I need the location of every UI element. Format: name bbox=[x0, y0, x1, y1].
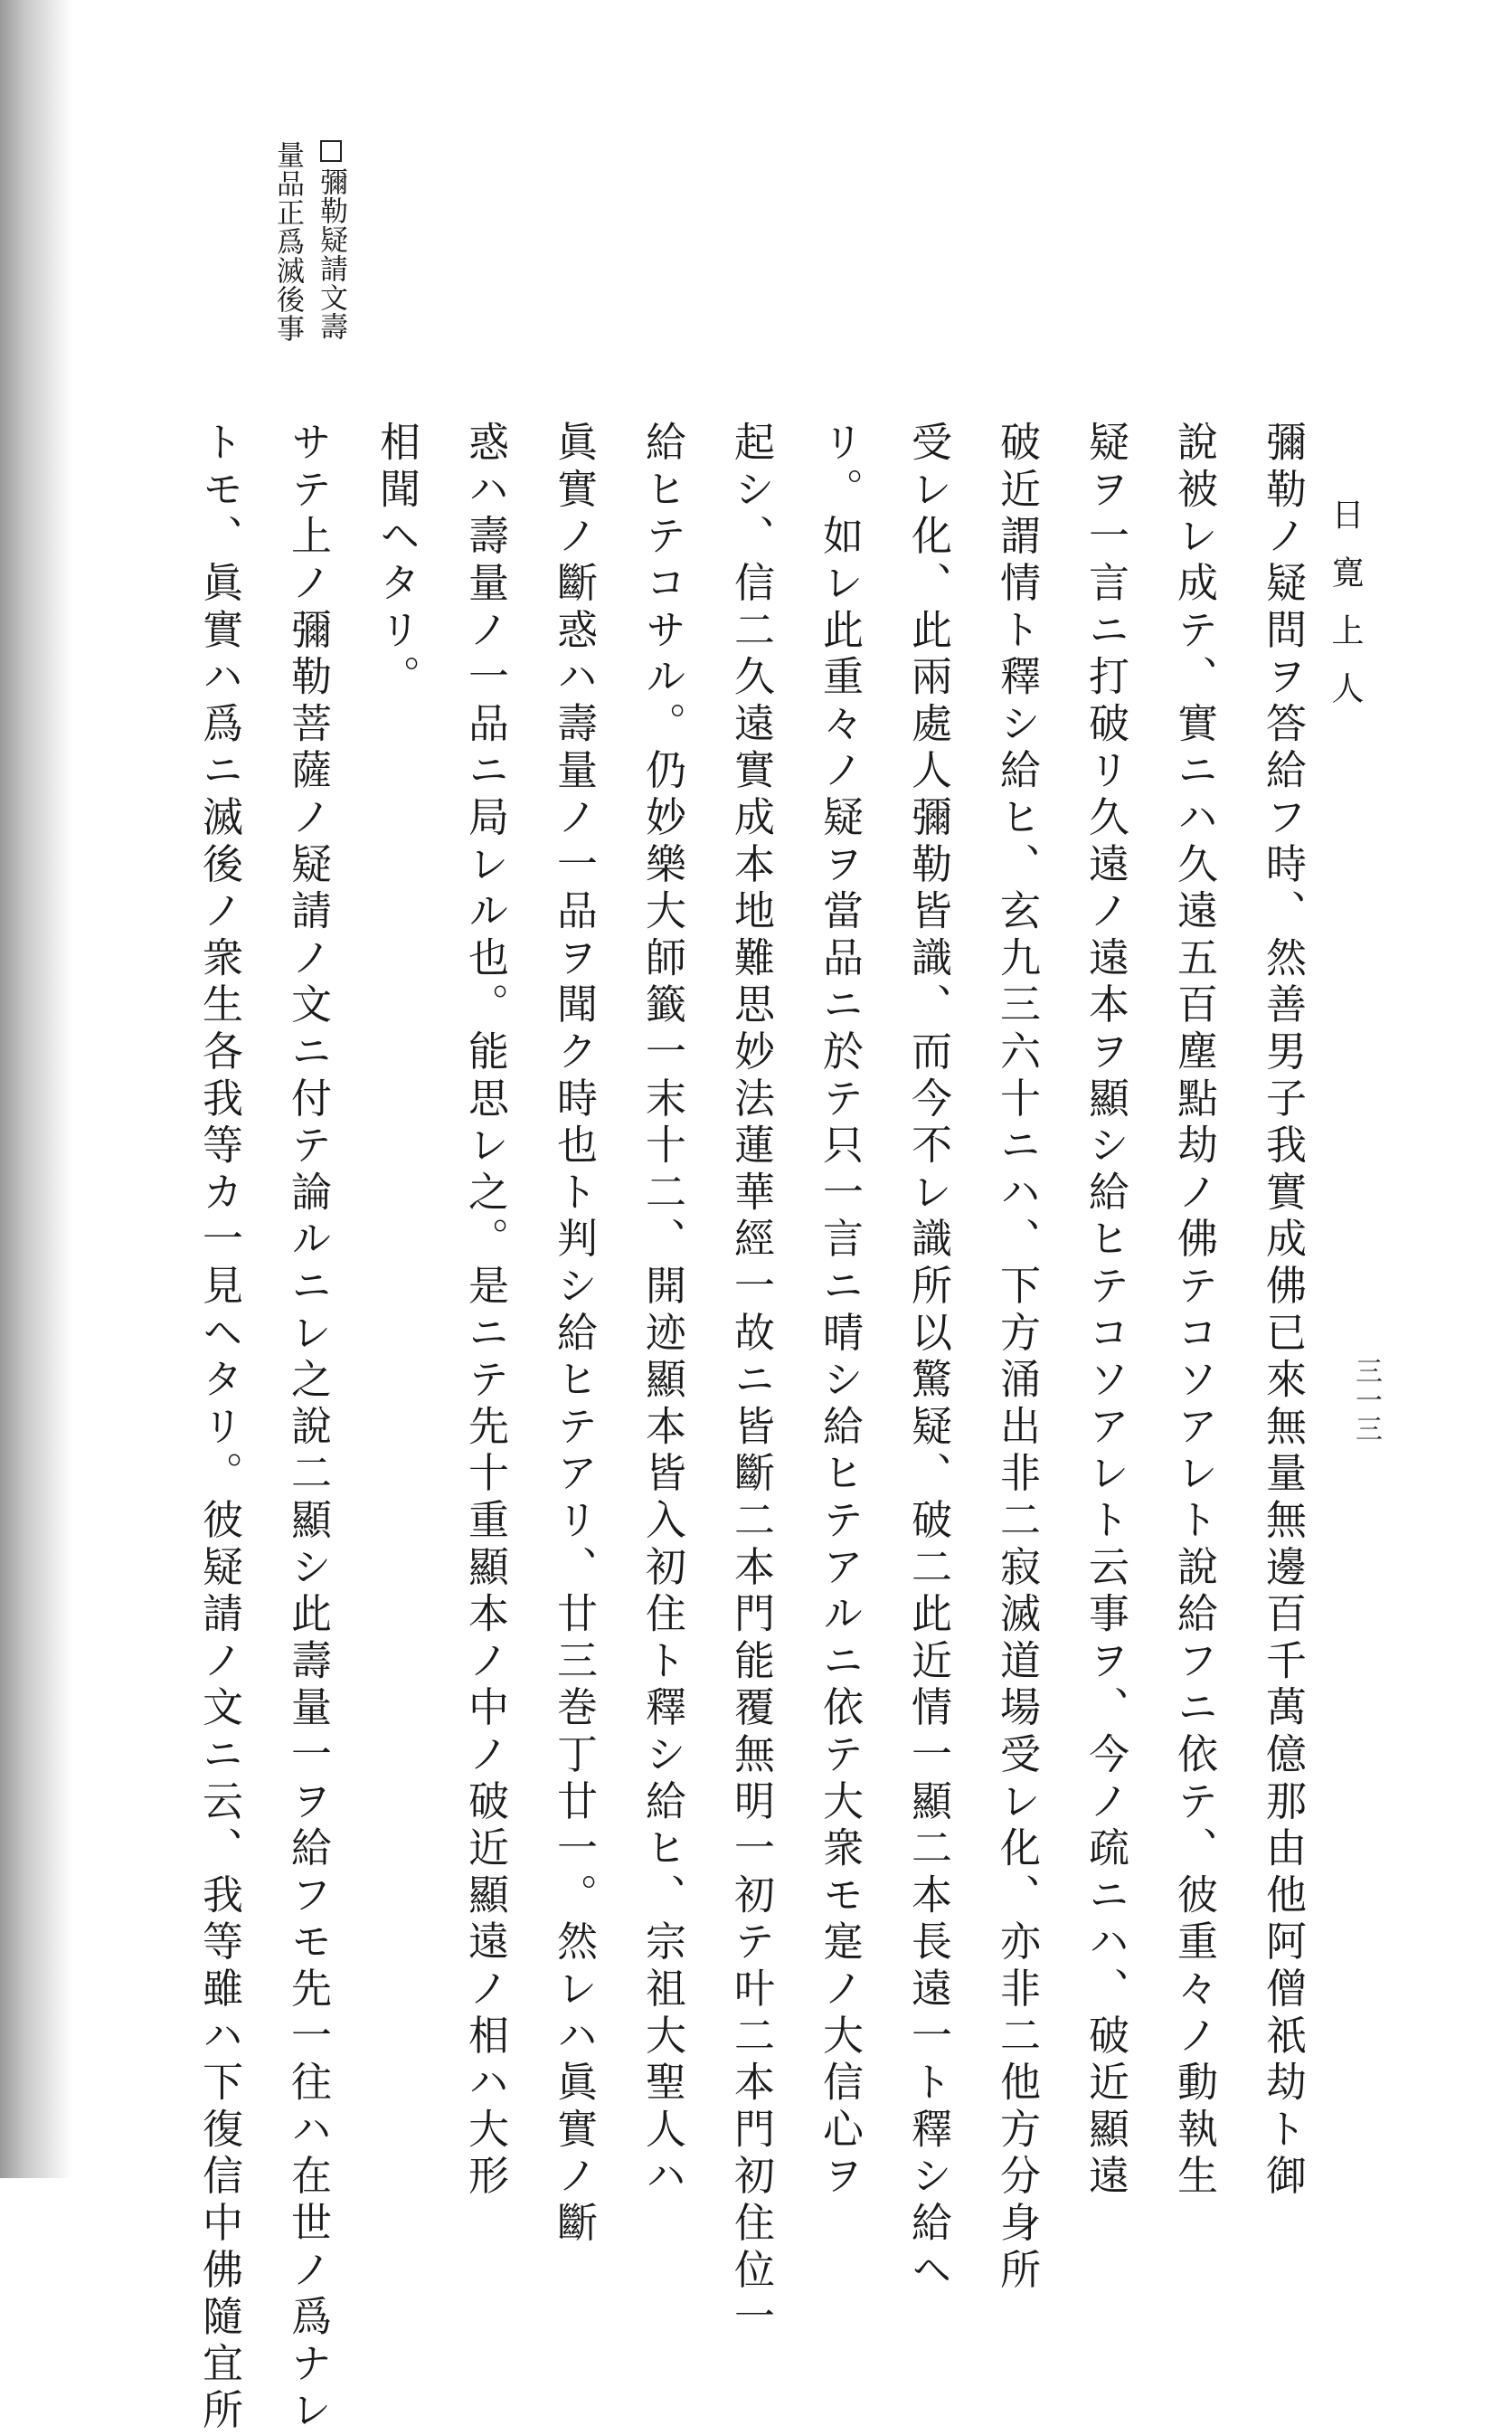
marginal-note-text-1: 彌勒疑請文壽 bbox=[315, 167, 347, 341]
text-column-9: 眞實ノ斷惑ハ壽量ノ一品ヲ聞ク時也ト判シ給ヒテアリ、廿三巻丁廿一。然レハ眞實ノ斷 bbox=[550, 421, 598, 2249]
body-text bbox=[195, 421, 1307, 2435]
binding-shadow bbox=[0, 0, 72, 2178]
marginal-box-glyph bbox=[320, 140, 342, 162]
text-column-3: 疑ヲ一言ニ打破リ久遠ノ遠本ヲ顯シ給ヒテコソアレト云事ヲ、今ノ疏ニハ、破近顯遠 bbox=[1082, 421, 1129, 2202]
text-column-7: 起シ、信二久遠實成本地難思妙法蓮華經一故ニ皆斷二本門能覆無明一初テ叶二本門初住位一 bbox=[727, 421, 775, 2342]
text-column-10: 惑ハ壽量ノ一品ニ局レル也。能思レ之。是ニテ先十重顯本ノ中ノ破近顯遠ノ相ハ大形 bbox=[461, 421, 509, 2202]
text-column-12: サテ上ノ彌勒菩薩ノ疑請ノ文ニ付テ論ルニレ之說二顯シ此壽量一ヲ給フモ先一往ハ在世ノ爲ナレ bbox=[284, 421, 332, 2435]
text-column-2: 說被レ成テ、實ニハ久遠五百塵點劫ノ佛テコソアレト說給フニ依テ、彼重々ノ動執生 bbox=[1170, 421, 1218, 2202]
text-column-6: リ。如レ此重々ノ疑ヲ當品ニ於テ只一言ニ晴シ給ヒテアルニ依テ大衆モ寔ノ大信心ヲ bbox=[816, 421, 864, 2202]
running-head: 日寛上人 bbox=[1327, 497, 1364, 729]
text-column-13: トモ、眞實ハ爲ニ滅後ノ衆生各我等カ一見ヘタリ。彼疑請ノ文ニ云、我等雖ハ下復信中佛隨宜所 bbox=[195, 421, 243, 2435]
text-column-11: 相聞ヘタリ。 bbox=[373, 421, 421, 702]
marginal-note-line-2: 量品正爲滅後事 bbox=[271, 140, 304, 343]
marginal-note bbox=[269, 140, 349, 384]
page-number: 三一三 bbox=[1350, 1357, 1382, 1444]
text-column-8: 給ヒテコサル。仍妙樂大師籤一末十二、開迹顯本皆入初住ト釋シ給ヒ、宗祖大聖人ハ bbox=[638, 421, 686, 2202]
text-column-4: 破近謂情ト釋シ給ヒ、玄九三六十ニハ、下方涌出非二寂滅道場受レ化、亦非二他方分身所 bbox=[993, 421, 1041, 2295]
marginal-note-line-1 bbox=[313, 140, 349, 384]
text-column-1: 彌勒ノ疑問ヲ答給フ時、然善男子我實成佛已來無量無邊百千萬億那由他阿僧祇劫ト御 bbox=[1259, 421, 1307, 2202]
text-column-5: 受レ化、此兩處人彌勒皆識、而今不レ識所以驚疑、破二此近情一顯二本長遠一ト釋シ給ヘ bbox=[904, 421, 952, 2295]
